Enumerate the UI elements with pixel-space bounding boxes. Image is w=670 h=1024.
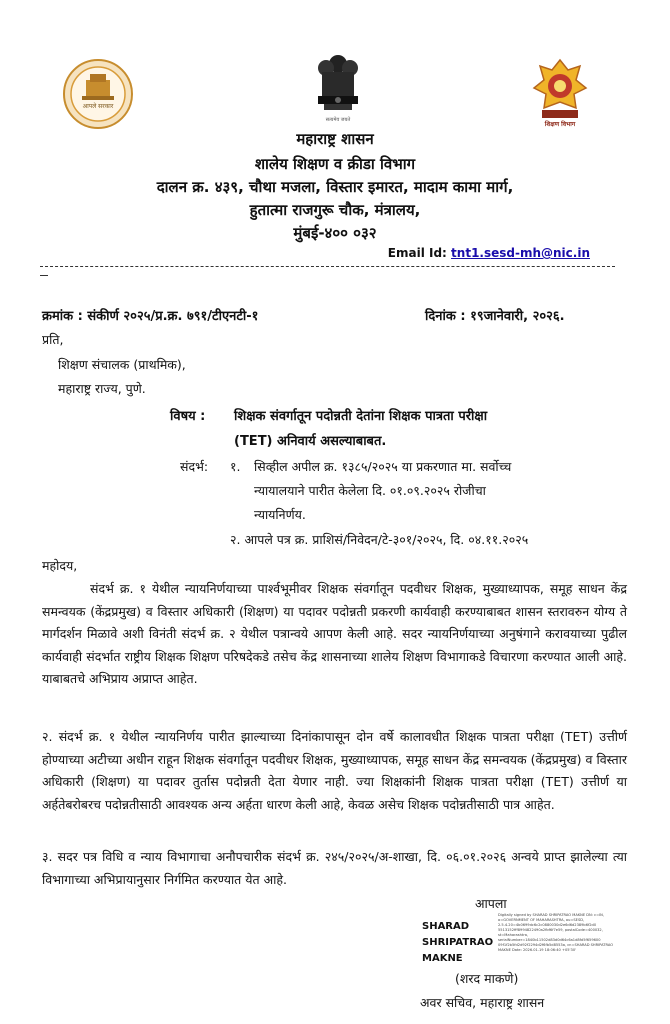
paragraph-2: २. संदर्भ क्र. १ येथील न्यायनिर्णय पारीत झाल्याच्या दिनांकापासून दोन वर्षे कालावधीत शिक्षक पात्रता परीक्षा (TET) उत्तीर्ण होण्याच्या अटीच्या अधीन राहून शिक्षक संवर्गातून पदवीधर शिक्षक, मुख्याध्यापक, समूह साधन केंद्र समन्वयक (केंद्रप्रमुख) व विस्तार अधिकारी (शिक्षण) या पदावर तुर्तास पदोन्नती देता येणार नाही. ज्या शिक्षकांनी शिक्षक पात्रता परीक्षा (TET) उत्तीर्ण या अर्हतेबरोबरच पदोन्नतीसाठी आवश्यक अन्य अर्हता धारण केली आहे, केवळ असेच शिक्षक पदोन्नतीसाठी पात्र आहेत. — [42, 729, 627, 812]
header-divider — [40, 266, 615, 267]
recipient-line-2: महाराष्ट्र राज्य, पुणे. — [58, 381, 146, 396]
signer-name-line-2: SHRIPATRAO — [422, 937, 494, 948]
signer-name-line-3: MAKNE — [422, 953, 463, 964]
ref1-line-3: न्यायनिर्णय. — [254, 507, 306, 522]
right-logo-caption: शिक्षण विभाग — [544, 121, 576, 128]
address-line-3: मुंबई-४०० ०३२ — [293, 224, 377, 242]
subject-label: विषय : — [170, 409, 206, 424]
reference-number: क्रमांक : संकीर्ण २०२५/प्र.क्र. ७९१/टीएनटी-१ — [42, 309, 259, 324]
subject-line-1: शिक्षक संवर्गातून पदोन्नती देतांना शिक्षक पात्रता परीक्षा — [234, 409, 488, 424]
aaple-sarkar-logo — [62, 58, 134, 130]
ref1-line-1: सिव्हील अपील क्र. १३८५/२०२५ या प्रकरणात मा. सर्वोच्च — [254, 459, 512, 474]
letter-date: दिनांक : १९जानेवारी, २०२६. — [425, 309, 565, 324]
closing: आपला — [475, 896, 507, 911]
state-emblem-icon — [312, 52, 364, 122]
govt-name: महाराष्ट्र शासन — [296, 130, 374, 148]
emblem-caption: सत्यमेव जयते — [325, 117, 351, 123]
address-line-1: दालन क्र. ४३९, चौथा मजला, विस्तार इमारत, मादाम कामा मार्ग, — [156, 178, 514, 196]
ref1-line-2: न्यायालयाने पारीत केलेला दि. ०१.०९.२०२५ रोजीचा — [254, 483, 486, 498]
sandarbh-label: संदर्भ: — [180, 459, 209, 474]
subject-line-2: (TET) अनिवार्य असल्याबाबत. — [234, 434, 387, 449]
paragraph-1: संदर्भ क्र. १ येथील न्यायनिर्णयाच्या पार्श्वभूमीवर शिक्षक संवर्गातून पदवीधर शिक्षक, मुख्याध्यापक, समूह साधन केंद्र समन्वयक (केंद्रप्रमुख) व विस्तार अधिकारी (शिक्षण) या पदावर पदोन्नती प्रकरणी कार्यवाही करण्याबाबत शासन स्तरावरुन योग्य ते मार्गदर्शन मिळावे अशी विनंती संदर्भ क्र. २ येथील पत्रान्वये आपण केली आहे. सदर न्यायनिर्णयाच्या अनुषंगाने करावयाच्या पुढील कार्यवाही संदर्भात राष्ट्रीय शिक्षक शिक्षण परिषदेकडे तसेच केंद्र शासनाच्या शालेय शिक्षण विभागाकडे विचारणा करण्यात आली आहे. याबाबतचे अभिप्राय अप्राप्त आहेत. — [42, 581, 627, 686]
signer-name-line-1: SHARAD — [422, 921, 470, 932]
ref2-line: २. आपले पत्र क्र. प्राशिसं/निवेदन/टे-३०१/२०२५, दि. ०४.११.२०२५ — [230, 532, 529, 547]
digital-signature-details: Digitally signed by SHARAD SHRIPATRAO MAKNE DN: c=IN, o=GOVERNMENT OF MAHARASHTRA, ou=SESD, 2.5.4.20=4b0699dc6c2c0880030d2e6d6d2389b6f2d0 5513152fff8994822490a2fbf6f7e59, postalCode=400032, st=Maharashtra, serialNumber=1840b11502d83d0d64c6a1d8fd5f659600 09f1f2b5fd2d92f2294d2f6fb5d8553a, cn=SHARAD SHRIPATRAO MAKNE Date: 2026.01.19 18:06:40 +05'30' — [498, 913, 614, 952]
ref1-number: १. — [230, 459, 241, 474]
paragraph-3: ३. सदर पत्र विधि व न्याय विभागाचा अनौपचारीक संदर्भ क्र. २४५/२०२५/अ-शाखा, दि. ०६.०१.२०२६ अन्वये प्राप्त झालेल्या त्या विभागाच्या अभिप्रायानुसार निर्गमित करण्यात येत आहे. — [42, 849, 627, 887]
left-logo-caption: आपले सरकार — [82, 103, 114, 110]
recipient-line-1: शिक्षण संचालक (प्राथमिक), — [58, 357, 186, 372]
salutation: महोदय, — [42, 558, 78, 573]
to-label: प्रति, — [42, 332, 64, 347]
email-line — [388, 246, 590, 260]
department-name: शालेय शिक्षण व क्रीडा विभाग — [254, 155, 416, 173]
signer-designation: अवर सचिव, महाराष्ट्र शासन — [420, 995, 545, 1010]
address-line-2: हुतात्मा राजगुरू चौक, मंत्रालय, — [249, 201, 421, 219]
email-link[interactable]: tnt1.sesd-mh@nic.in — [451, 246, 590, 260]
divider-tail — [40, 275, 48, 276]
email-label: Email Id: — [387, 246, 447, 260]
education-dept-logo — [528, 56, 592, 128]
signer-name-marathi: (शरद माकणे) — [455, 971, 519, 986]
